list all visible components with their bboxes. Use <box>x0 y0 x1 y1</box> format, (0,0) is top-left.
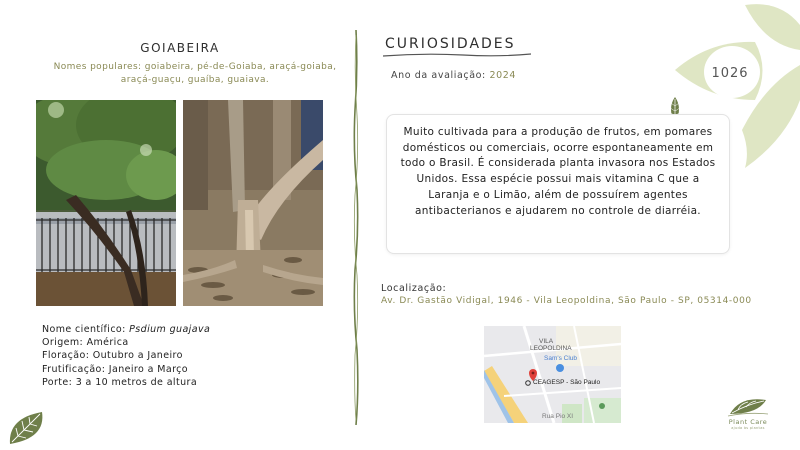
leaf-badge-decoration <box>670 0 800 170</box>
plant-number: 1026 <box>711 66 749 81</box>
scientific-name-label: Nome científico: <box>42 324 130 335</box>
curiosities-text: Muito cultivada para a produção de frutos, em pomares domésticos ou comerciais, ocorre espontaneamente em todo o Brasil. É considerada planta invasora nos Estados Unidos. Essa espécie possui mais vitamina C que a Laranja e o Limão, além de possuírem agentes antibacterianos e ajudarem no controle de diarréia. <box>400 126 716 217</box>
year-value: 2024 <box>489 70 517 81</box>
tree-photo-canopy <box>36 100 176 306</box>
map-place-label: CEAGESP - São Paulo <box>533 379 601 386</box>
map-poi-label: Sam's Club <box>544 355 578 362</box>
title-underline <box>383 52 531 58</box>
year-label: Ano da avaliação: <box>391 70 490 81</box>
origin-row: Origem: América <box>42 337 129 349</box>
brand-name: Plant Care <box>728 418 768 426</box>
size-row: Porte: 3 a 10 metros de altura <box>42 376 198 388</box>
map-district-line1: VILA <box>539 338 554 345</box>
curiosities-title: CURIOSIDADES <box>385 36 516 52</box>
tree-photo-trunk <box>183 100 323 306</box>
flowering-row: Floração: Outubro a Janeiro <box>42 350 183 362</box>
evaluation-year <box>391 70 516 81</box>
map-street-label: Rua Pio XI <box>542 413 574 420</box>
column-divider <box>350 30 362 425</box>
plant-facts <box>42 323 210 389</box>
fruiting-row: Frutificação: Janeiro a Março <box>42 363 189 375</box>
popular-names: Nomes populares: goiabeira, pé-de-Goiaba, araçá-goiaba, araçá-guaçu, guaíba, guaiava. <box>53 62 337 85</box>
location-label: Localização: <box>381 283 447 294</box>
scientific-name-value: Psdium guajava <box>129 324 211 335</box>
scientific-name-row <box>42 323 210 336</box>
leaf-icon <box>6 408 48 448</box>
map-district-line2: LEOPOLDINA <box>530 345 572 352</box>
plant-name: GOIABEIRA <box>140 41 220 55</box>
brand-tagline: ajuda às plantas <box>731 426 765 430</box>
location-map[interactable] <box>484 326 621 423</box>
location-address[interactable]: Av. Dr. Gastão Vidigal, 1946 - Vila Leopoldina, São Paulo - SP, 05314-000 <box>381 296 752 306</box>
